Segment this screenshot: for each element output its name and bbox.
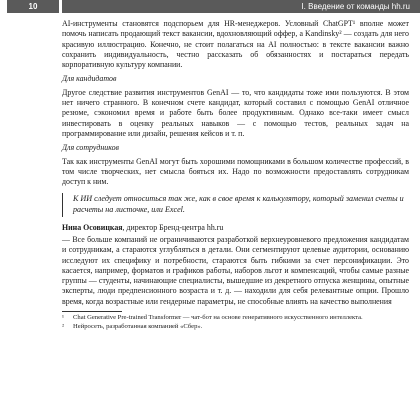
speaker-title: , директор Бренд-центра hh.ru (122, 222, 224, 232)
speaker-line (62, 223, 409, 233)
pull-quote (62, 193, 409, 216)
page-header (0, 0, 420, 13)
footnote-number: ¹ (62, 314, 64, 322)
footnote (62, 323, 409, 331)
quote-text: К ИИ следует относиться так же, как в свое время к калькулятору, который заменил счеты и расчеты на листочке, или Excel. (73, 194, 404, 215)
footnote-divider (62, 311, 122, 312)
footnotes (62, 314, 409, 332)
paragraph: Другое следствие развития инструментов GenAI — то, что кандидаты тоже ими пользуются. В этом нет ничего странного. В конечном счете кандидат, который составил с помощью GenAI отличное резюме, сэкономил время и работе быть более продуктивным. Однако все-таки имеет смысл инвестировать в оценку реальных навыков — с помощью тестов, реальных задач на программирование или дизайн, решения кейсов и т. п. (62, 87, 409, 138)
subheading-candidates: Для кандидатов (62, 74, 117, 84)
page-number: 10 (7, 0, 59, 13)
speaker-name: Нина Осовицкая (62, 222, 123, 232)
running-head: I. Введение от команды hh.ru (62, 0, 420, 13)
footnote (62, 314, 409, 322)
paragraph: — Все больше компаний не ограничиваются разработкой верхнеуровневого предложения кандидатам и сотрудникам, а стараются углубляться в детали. Они сегментируют целевые аудитории, основанию исследуют их специфику и потребности, стараются быть гибкими за счет персонификации. Это касается, например, форматов и графиков работы, наборов льгот и компенсаций, чтобы самые разные группы — студенты, начинающие специалисты, вышедшие из декретного отпуска женщины, опытные эксперты, люди предпенсионного возраста и т. д. — находили для себя релевантные опции. Прошло время, когда возрастные или гендерные параметры, не способные влиять на качество выполнения (62, 234, 409, 306)
footnote-number: ² (62, 323, 64, 331)
subheading-employees: Для сотрудников (62, 143, 119, 153)
footnote-text: Нейросеть, разработанная компанией «Сбер». (73, 323, 203, 331)
page-content (62, 19, 409, 333)
footnote-text: Chat Generative Pre-trained Transformer — чат-бот на основе генеративного искусственного интеллекта. (73, 314, 363, 322)
paragraph: Так как инструменты GenAI могут быть хорошими помощниками в большом количестве профессий, в том числе творческих, нет смысла бояться их. Надо по возможности предоставлять сотрудникам доступ к ним. (62, 156, 409, 187)
paragraph: AI-инструменты становятся подспорьем для HR-менеджеров. Условный ChatGPT¹ вполне может помочь написать продающий текст вакансии, вдохновляющий оффер, а Kandinsky² — создать для него красивую иллюстрацию. Конечно, не стоит полагаться на AI полностью: в тексте вакансии важно сохранить индивидуальность, честно рассказать об обязанностях и постараться передать корпоративную культуру компании. (62, 19, 409, 70)
